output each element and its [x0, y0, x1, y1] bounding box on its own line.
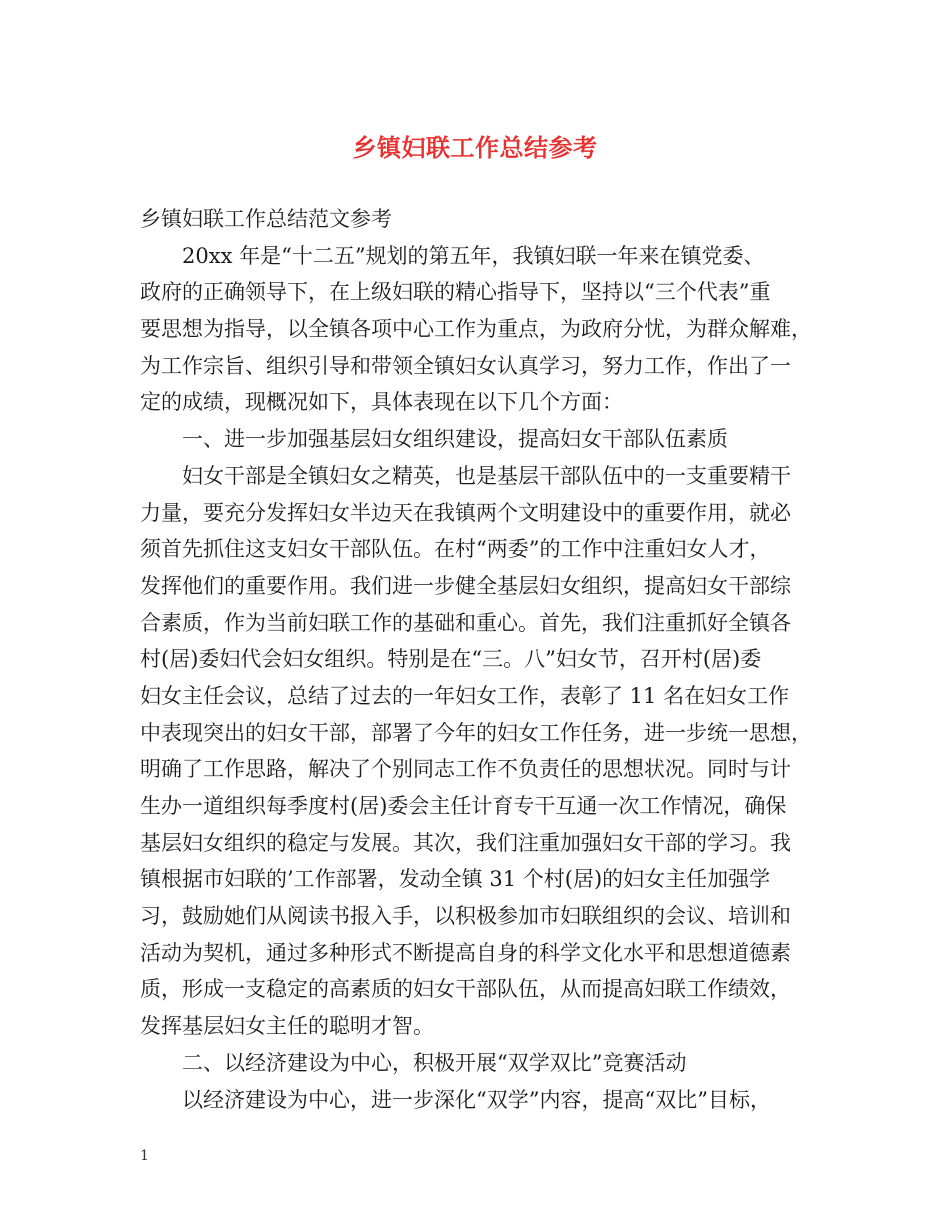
text-line: 发挥他们的重要作用。我们进一步健全基层妇女组织，提高妇女干部综	[140, 573, 791, 598]
text-line: 镇根据市妇联的’工作部署，发动全镇 31 个村(居)的妇女主任加强学	[140, 867, 771, 892]
page-number: 1	[140, 1148, 149, 1164]
text-line: 二、以经济建设为中心，积极开展“双学双比”竞赛活动	[182, 1050, 687, 1075]
text-line: 一、进一步加强基层妇女组织建设，提高妇女干部队伍素质	[182, 427, 728, 452]
text-line: 以经济建设为中心，进一步深化“双学”内容，提高“双比”目标，	[182, 1087, 771, 1112]
text-line: 政府的正确领导下，在上级妇联的精心指导下，坚持以“三个代表”重	[140, 280, 771, 305]
text-line: 20xx 年是“十二五”规划的第五年，我镇妇联一年来在镇党委、	[182, 243, 765, 268]
text-line: 质，形成一支稳定的高素质的妇女干部队伍，从而提高妇联工作绩效，	[140, 977, 791, 1002]
document-title: 乡镇妇联工作总结参考	[352, 133, 598, 162]
text-line: 基层妇女组织的稳定与发展。其次，我们注重加强妇女干部的学习。我	[140, 830, 791, 855]
text-line: 习，鼓励她们从阅读书报入手，以积极参加市妇联组织的会议、培训和	[140, 904, 791, 929]
text-line: 为工作宗旨、组织引导和带领全镇妇女认真学习，努力工作，作出了一	[140, 353, 791, 378]
text-line: 妇女干部是全镇妇女之精英，也是基层干部队伍中的一支重要精干	[182, 463, 791, 488]
text-line: 村(居)委妇代会妇女组织。特别是在“三。八”妇女节，召开村(居)委	[140, 647, 762, 672]
document-body	[140, 201, 815, 1118]
text-line: 力量，要充分发挥妇女半边天在我镇两个文明建设中的重要作用，就必	[140, 500, 791, 525]
text-line: 活动为契机，通过多种形式不断提高自身的科学文化水平和思想道德素	[140, 940, 791, 965]
text-line: 妇女主任会议，总结了过去的一年妇女工作，表彰了 11 名在妇女工作	[140, 683, 790, 708]
text-line: 要思想为指导，以全镇各项中心工作为重点，为政府分忧，为群众解难，	[140, 317, 812, 342]
text-line: 须首先抓住这支妇女干部队伍。在村“两委”的工作中注重妇女人才，	[140, 537, 771, 562]
text-line: 定的成绩，现概况如下，具体表现在以下几个方面：	[140, 390, 623, 415]
text-line: 合素质，作为当前妇联工作的基础和重心。首先，我们注重抓好全镇各	[140, 610, 791, 635]
text-line: 生办一道组织每季度村(居)委会主任计育专干互通一次工作情况，确保	[140, 794, 787, 818]
text-line: 中表现突出的妇女干部，部署了今年的妇女工作任务，进一步统一思想，	[140, 720, 812, 745]
text-line: 明确了工作思路，解决了个别同志工作不负责任的思想状况。同时与计	[140, 757, 791, 782]
text-line: 乡镇妇联工作总结范文参考	[140, 207, 392, 231]
text-line: 发挥基层妇女主任的聪明才智。	[140, 1014, 434, 1039]
